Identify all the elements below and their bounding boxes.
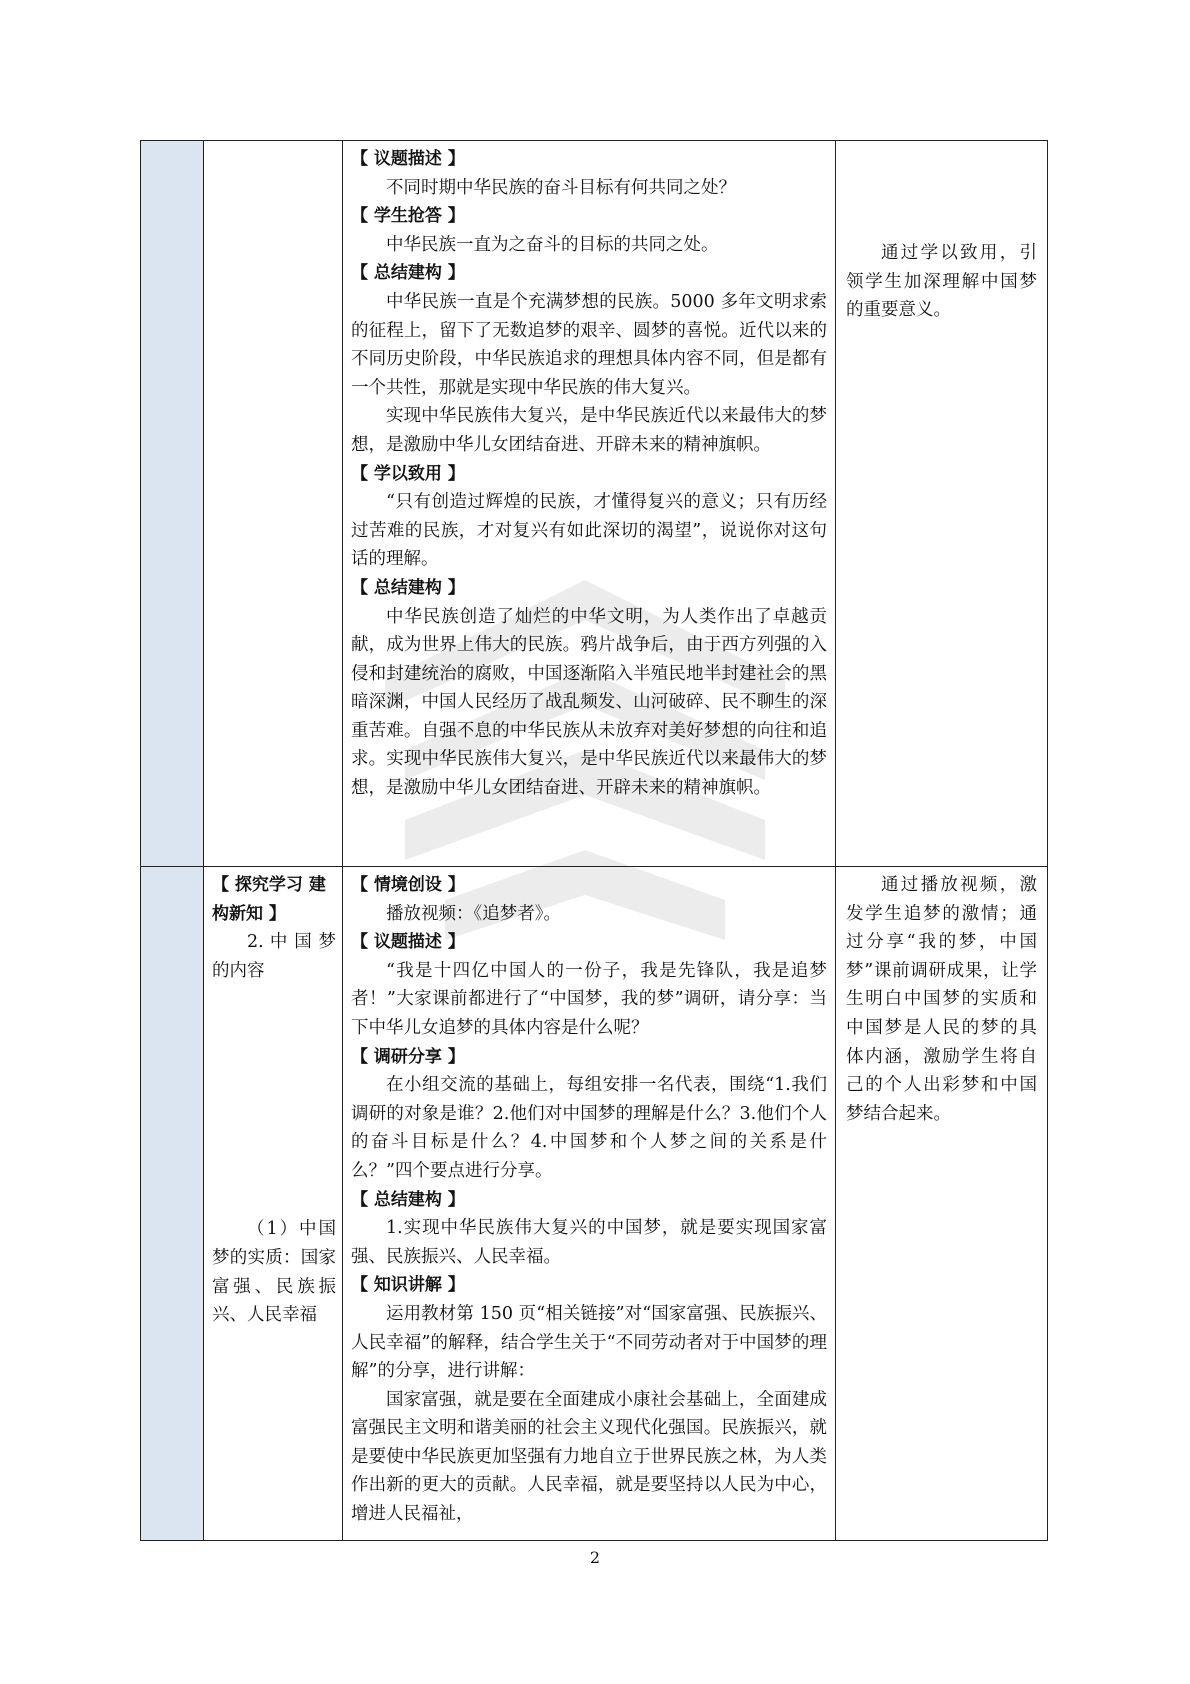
- section-tag: 【 学以致用 】: [351, 463, 465, 484]
- activity-text: [343, 141, 835, 870]
- content-column-cell: [204, 141, 343, 867]
- paragraph: 在小组交流的基础上，每组安排一名代表，围绕“1.我们调研的对象是谁？2.他们对中国梦的理解是什么？3.他们个人的奋斗目标是什么？4.中国梦和个人梦之间的关系是什么？”四个要点进行分享。: [351, 1075, 827, 1181]
- section-tag: 【 学生抢答 】: [351, 206, 465, 227]
- section-tag: 【 议题描述 】: [351, 932, 465, 953]
- paragraph: 中华民族创造了灿烂的中华文明，为人类作出了卓越贡献，成为世界上伟大的民族。鸦片战争后，由于西方列强的入侵和封建统治的腐败，中国逐渐陷入半殖民地半封建社会的黑暗深渊，中国人民经历了战乱频发、山河破碎、民不聊生的深重苦难。自强不息的中华民族从未放弃对美好梦想的向往和追求。实现中华民族伟大复兴，是中华民族近代以来最伟大的梦想，是激励中华儿女团结奋进、开辟未来的精神旗帜。: [351, 606, 827, 799]
- purpose-text: [836, 867, 1047, 1544]
- paragraph: 1.实现中华民族伟大复兴的中国梦，就是要实现国家富强、民族振兴、人民幸福。: [351, 1218, 827, 1267]
- content-subheading: （1）中国梦的实质：国家富强、民族振兴、人民幸福: [212, 1219, 336, 1326]
- section-tag: 【 探究学习 建构新知 】: [212, 875, 326, 924]
- purpose-text: [836, 141, 1047, 964]
- section-tag: 【 议题描述 】: [351, 149, 465, 169]
- table-row: [141, 867, 1048, 1541]
- paragraph: “我是十四亿中国人的一份子，我是先锋队，我是追梦者！”大家课前都进行了“中国梦，我的梦”调研，请分享：当下中华儿女追梦的具体内容是什么呢？: [351, 960, 827, 1038]
- page-number: 2: [589, 1548, 601, 1567]
- paragraph: 国家富强，就是要在全面建成小康社会基础上，全面建成富强民主文明和谐美丽的社会主义现代化强国。民族振兴，就是要使中华民族更加坚强有力地自立于世界民族之林，为人类作出新的更大的贡献。人民幸福，就是要坚持以人民为中心，增进人民福祉，: [351, 1389, 827, 1525]
- content-text: [204, 867, 342, 1544]
- table-row: [141, 141, 1048, 867]
- paragraph: 中华民族一直是个充满梦想的民族。5000 多年文明求索的征程上，留下了无数追梦的艰辛、圆梦的喜悦。近代以来的不同历史阶段，中华民族追求的理想具体内容不同，但是都有一个共性，那就是实现中华民族的伟大复兴。: [351, 291, 827, 398]
- section-tag: 【 知识讲解 】: [351, 1275, 465, 1296]
- paragraph: 中华民族一直为之奋斗的目标的共同之处。: [386, 234, 719, 255]
- purpose-paragraph: 通过播放视频，激发学生追梦的激情；通过分享“我的梦，中国梦”课前调研成果，让学生明白中国梦的实质和中国梦是人民的梦的具体内涵，激励学生将自己的个人出彩梦和中国梦结合起来。: [846, 875, 1037, 1124]
- content-heading: 2. 中 国 梦的内容: [212, 932, 336, 981]
- purpose-column-cell: [836, 141, 1048, 867]
- purpose-column-cell: [836, 867, 1048, 1541]
- paragraph: 不同时期中华民族的奋斗目标有何共同之处？: [386, 177, 736, 198]
- section-tag: 【 总结建构 】: [351, 1189, 465, 1210]
- purpose-paragraph: 通过学以致用，引领学生加深理解中国梦的重要意义。: [846, 243, 1037, 321]
- paragraph: “只有创造过辉煌的民族，才懂得复兴的意义；只有历经过苦难的民族，才对复兴有如此深切的渴望”，说说你对这句话的理解。: [351, 492, 827, 570]
- section-tag: 【 总结建构 】: [351, 263, 465, 284]
- activity-column-cell: [343, 141, 836, 867]
- activity-text: [343, 867, 835, 1544]
- paragraph: 播放视频：《追梦者》。: [386, 903, 561, 924]
- section-tag: 【 调研分享 】: [351, 1046, 465, 1067]
- stage-column-cell: [141, 867, 204, 1541]
- paragraph: 实现中华民族伟大复兴，是中华民族近代以来最伟大的梦想，是激励中华儿女团结奋进、开辟未来的精神旗帜。: [351, 406, 827, 455]
- paragraph: 运用教材第 150 页“相关链接”对“国家富强、民族振兴、人民幸福”的解释，结合学生关于“不同劳动者对于中国梦的理解”的分享，进行讲解：: [351, 1303, 827, 1382]
- content-column-cell: [204, 867, 343, 1541]
- activity-column-cell: [343, 867, 836, 1541]
- lesson-plan-table: [140, 140, 1048, 1541]
- section-tag: 【 总结建构 】: [351, 577, 465, 598]
- section-tag: 【 情境创设 】: [351, 875, 465, 895]
- stage-column-cell: [141, 141, 204, 867]
